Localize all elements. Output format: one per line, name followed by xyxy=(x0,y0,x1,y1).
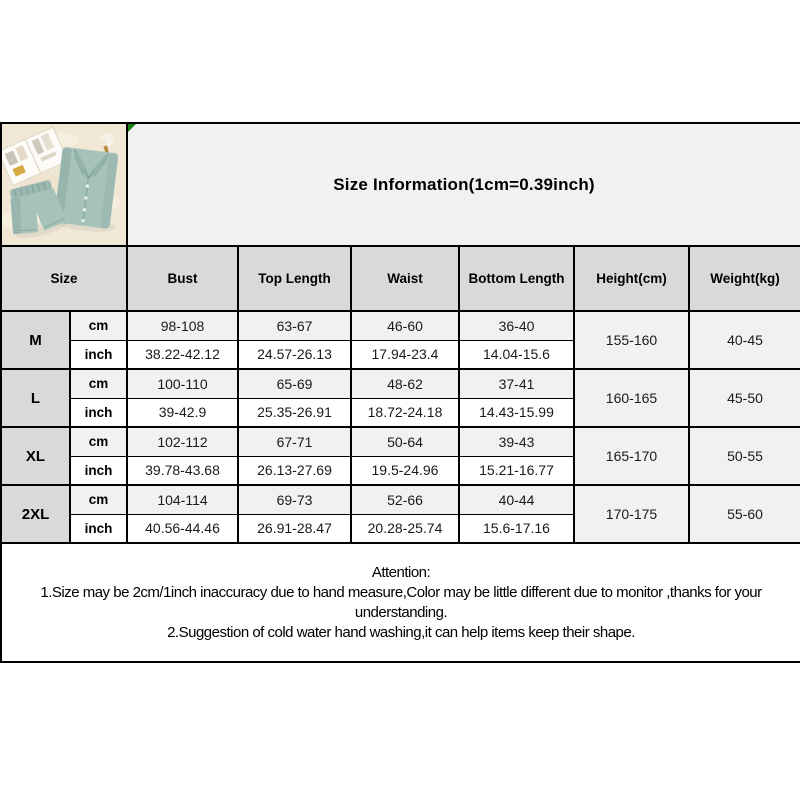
value-cell: 102-112 xyxy=(127,427,238,456)
value-cell: 38.22-42.12 xyxy=(127,340,238,369)
unit-cell-inch: inch xyxy=(70,514,127,543)
weight-cell: 45-50 xyxy=(689,369,800,427)
notes-row xyxy=(1,543,800,662)
col-header-waist: Waist xyxy=(351,246,459,311)
value-cell: 46-60 xyxy=(351,311,459,340)
weight-cell: 40-45 xyxy=(689,311,800,369)
col-header-height: Height(cm) xyxy=(574,246,689,311)
value-cell: 14.43-15.99 xyxy=(459,398,574,427)
value-cell: 67-71 xyxy=(238,427,351,456)
col-header-top-length: Top Length xyxy=(238,246,351,311)
value-cell: 17.94-23.4 xyxy=(351,340,459,369)
value-cell: 39-42.9 xyxy=(127,398,238,427)
col-header-bottom-length: Bottom Length xyxy=(459,246,574,311)
header-row xyxy=(1,246,800,311)
size-chart-table xyxy=(0,122,800,663)
size-label-m: M xyxy=(1,311,70,369)
value-cell: 100-110 xyxy=(127,369,238,398)
value-cell: 24.57-26.13 xyxy=(238,340,351,369)
size-label-2xl: 2XL xyxy=(1,485,70,543)
value-cell: 36-40 xyxy=(459,311,574,340)
col-header-bust: Bust xyxy=(127,246,238,311)
value-cell: 39.78-43.68 xyxy=(127,456,238,485)
value-cell: 52-66 xyxy=(351,485,459,514)
table-row-m-cm xyxy=(1,311,800,340)
value-cell: 69-73 xyxy=(238,485,351,514)
page-title: Size Information(1cm=0.39inch) xyxy=(333,174,595,194)
value-cell: 26.91-28.47 xyxy=(238,514,351,543)
title-row xyxy=(1,123,800,246)
value-cell: 14.04-15.6 xyxy=(459,340,574,369)
value-cell: 98-108 xyxy=(127,311,238,340)
unit-cell-inch: inch xyxy=(70,340,127,369)
attention-note-2: 2.Suggestion of cold water hand washing,it can help items keep their shape. xyxy=(167,623,635,641)
value-cell: 25.35-26.91 xyxy=(238,398,351,427)
chart-title-cell xyxy=(127,123,800,246)
attention-heading: Attention: xyxy=(371,563,431,581)
unit-cell-cm: cm xyxy=(70,311,127,340)
product-photo-cell xyxy=(1,123,127,246)
unit-cell-inch: inch xyxy=(70,456,127,485)
value-cell: 37-41 xyxy=(459,369,574,398)
height-cell: 155-160 xyxy=(574,311,689,369)
value-cell: 20.28-25.74 xyxy=(351,514,459,543)
unit-cell-inch: inch xyxy=(70,398,127,427)
comment-flag-icon xyxy=(128,124,136,132)
value-cell: 40-44 xyxy=(459,485,574,514)
unit-cell-cm: cm xyxy=(70,485,127,514)
height-cell: 160-165 xyxy=(574,369,689,427)
attention-note-1: 1.Size may be 2cm/1inch inaccuracy due to hand measure,Color may be little different due to monitor ,thanks for your understanding. xyxy=(40,583,762,621)
value-cell: 15.6-17.16 xyxy=(459,514,574,543)
weight-cell: 55-60 xyxy=(689,485,800,543)
value-cell: 48-62 xyxy=(351,369,459,398)
value-cell: 104-114 xyxy=(127,485,238,514)
value-cell: 19.5-24.96 xyxy=(351,456,459,485)
height-cell: 165-170 xyxy=(574,427,689,485)
value-cell: 40.56-44.46 xyxy=(127,514,238,543)
height-cell: 170-175 xyxy=(574,485,689,543)
value-cell: 65-69 xyxy=(238,369,351,398)
size-label-l: L xyxy=(1,369,70,427)
value-cell: 15.21-16.77 xyxy=(459,456,574,485)
value-cell: 63-67 xyxy=(238,311,351,340)
col-header-size: Size xyxy=(1,246,127,311)
attention-notes xyxy=(1,543,800,662)
table-row-l-cm xyxy=(1,369,800,398)
product-photo xyxy=(2,124,126,240)
unit-cell-cm: cm xyxy=(70,427,127,456)
value-cell: 26.13-27.69 xyxy=(238,456,351,485)
value-cell: 50-64 xyxy=(351,427,459,456)
unit-cell-cm: cm xyxy=(70,369,127,398)
value-cell: 18.72-24.18 xyxy=(351,398,459,427)
col-header-weight: Weight(kg) xyxy=(689,246,800,311)
table-row-xl-cm xyxy=(1,427,800,456)
size-label-xl: XL xyxy=(1,427,70,485)
weight-cell: 50-55 xyxy=(689,427,800,485)
table-row-2xl-cm xyxy=(1,485,800,514)
value-cell: 39-43 xyxy=(459,427,574,456)
